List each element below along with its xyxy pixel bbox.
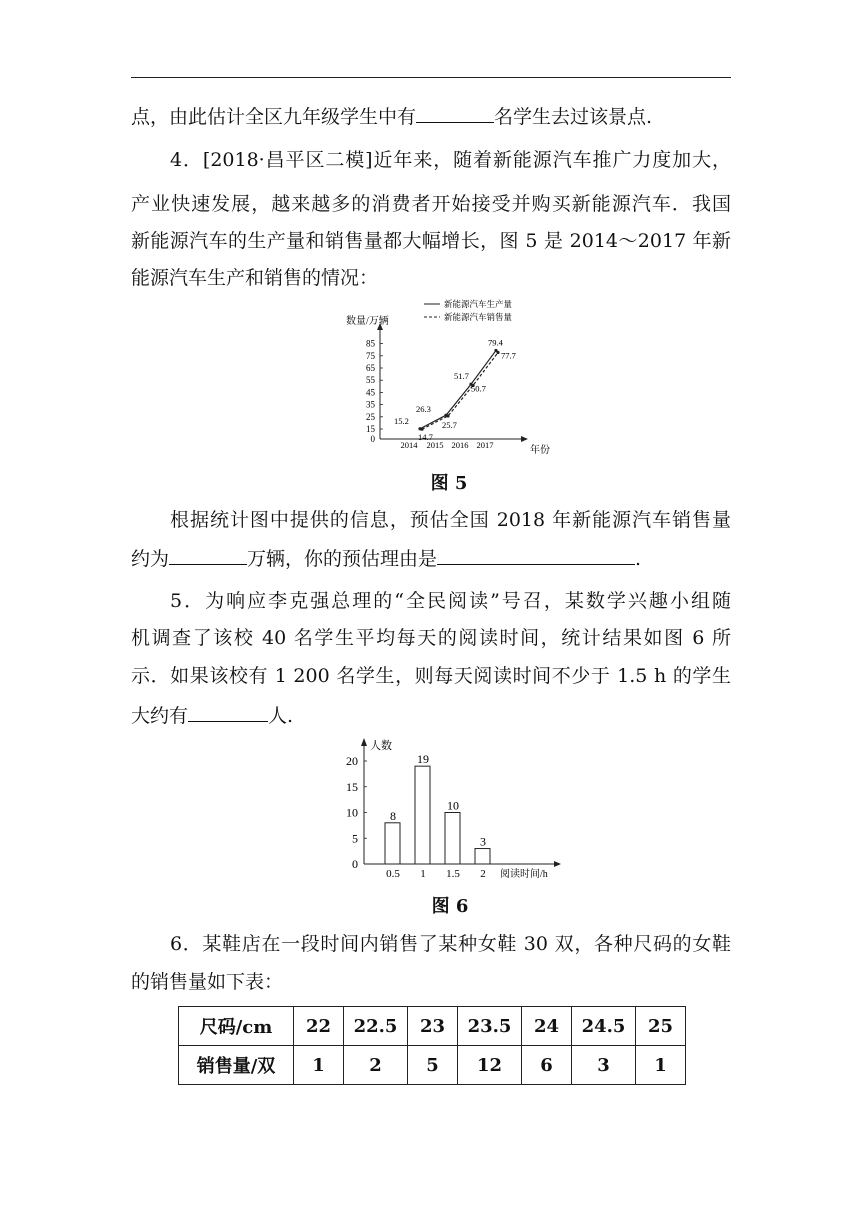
figure6-bar-chart: [328, 734, 572, 882]
y-tick-label: 15: [346, 779, 358, 794]
y-tick-label: 75: [366, 350, 375, 361]
bar-value-label: 3: [480, 834, 486, 849]
data-label-production: 51.7: [454, 371, 469, 382]
q4-question-line-1: 根据统计图中提供的信息，预估全国 2018 年新能源汽车销售量: [170, 509, 731, 531]
q3-answer-blank[interactable]: [416, 104, 494, 123]
data-label-sales: 25.7: [442, 419, 457, 430]
bar-value-label: 8: [390, 808, 396, 823]
x-axis-label: 阅读时间/h: [500, 869, 548, 880]
y-tick-label: 0: [370, 434, 375, 444]
point-sales: [420, 428, 423, 431]
x-tick-label: 2: [480, 868, 486, 880]
y-tick-label: 85: [366, 338, 375, 349]
point-sales: [446, 414, 449, 417]
table-cell: 1: [294, 1046, 344, 1085]
data-label-sales: 14.7: [418, 432, 433, 443]
table-cell: 22.5: [344, 1007, 408, 1046]
data-label-production: 79.4: [488, 337, 503, 348]
q4-reason-blank[interactable]: [437, 546, 635, 565]
table-cell: 23: [408, 1007, 458, 1046]
y-tick-label: 20: [346, 754, 358, 768]
figure5-line-chart: [330, 296, 570, 458]
table-cell: 3: [572, 1046, 636, 1085]
q5-line-4: [131, 703, 731, 728]
x-axis-arrow: [554, 861, 561, 867]
table-cell: 1: [636, 1046, 686, 1085]
table-cell: 12: [458, 1046, 522, 1085]
y-tick-label: 65: [366, 363, 375, 373]
x-axis-label: 年份: [530, 445, 550, 456]
table-cell: 22: [294, 1007, 344, 1046]
q4-question-line-2: [131, 546, 731, 571]
q4-q-text-a: 约为: [131, 548, 170, 570]
x-axis-arrow: [521, 436, 528, 442]
y-tick-label: 35: [366, 399, 375, 410]
table-row-counts: [179, 1046, 686, 1085]
y-axis-label: 人数: [370, 740, 392, 752]
table-cell: 6: [522, 1046, 572, 1085]
legend-label-sales: 新能源汽车销售量: [444, 312, 513, 322]
table-cell: 5: [408, 1046, 458, 1085]
q4-q-text-b: 万辆，你的预估理由是: [247, 548, 438, 570]
q6-line-1: 6．某鞋店在一段时间内销售了某种女鞋 30 双，各种尺码的女鞋: [170, 933, 731, 955]
table-header-count: 销售量/双: [179, 1046, 294, 1085]
point-sales: [496, 351, 499, 354]
header-rule: [131, 77, 731, 78]
bar: [385, 823, 400, 864]
bar: [475, 849, 490, 864]
figure6-caption: 图 6: [431, 896, 469, 917]
q5-line-1: 5．为响应李克强总理的“全民阅读”号召，某数学兴趣小组随: [170, 590, 731, 612]
q3-tail-line: [131, 104, 731, 129]
x-tick-label: 2017: [476, 440, 494, 450]
x-tick-label: 2016: [451, 440, 469, 450]
y-tick-label: 10: [346, 805, 358, 820]
data-label-sales: 77.7: [501, 350, 516, 361]
q5-text-b: 人.: [268, 705, 294, 727]
table-cell: 2: [344, 1046, 408, 1085]
x-tick-label: 2015: [426, 440, 444, 450]
q4-line-3: 新能源汽车的生产量和销售量都大幅增长，图 5 是 2014～2017 年新: [131, 230, 731, 252]
q5-line-3: 示．如果该校有 1 200 名学生，则每天阅读时间不少于 1.5 h 的学生: [131, 665, 731, 687]
bar: [445, 813, 460, 865]
q3-text: 点，由此估计全区九年级学生中有: [131, 106, 417, 128]
q4-sales-blank[interactable]: [169, 546, 247, 565]
figure5-caption: 图 5: [430, 473, 468, 494]
y-tick-label: 25: [366, 411, 375, 422]
table-cell: 24.5: [572, 1007, 636, 1046]
q5-line-2: 机调查了该校 40 名学生平均每天的阅读时间，统计结果如图 6 所: [131, 627, 731, 649]
y-tick-label: 5: [352, 831, 358, 846]
table-cell: 23.5: [458, 1007, 522, 1046]
x-tick-label: 1: [420, 868, 426, 880]
data-label-sales: 50.7: [471, 383, 486, 394]
q5-text-a: 大约有: [131, 705, 189, 727]
bar-value-label: 19: [417, 752, 429, 767]
x-tick-label: 1.5: [446, 868, 460, 880]
q4-line-4: 能源汽车生产和销售的情况：: [131, 267, 379, 289]
q4-line-1: 4．[2018·昌平区二模]近年来，随着新能源汽车推广力度加大，: [170, 149, 731, 171]
y-tick-label: 45: [366, 387, 375, 398]
table-cell: 25: [636, 1007, 686, 1046]
x-tick-label: 2014: [400, 440, 418, 450]
x-tick-label: 0.5: [386, 868, 400, 880]
q5-answer-blank[interactable]: [188, 703, 268, 722]
data-label-production: 15.2: [394, 415, 409, 426]
q6-line-2: 的销售量如下表：: [131, 971, 284, 993]
table-header-size: 尺码/cm: [179, 1007, 294, 1046]
y-axis-arrow: [361, 738, 367, 746]
q3-text-end: 名学生去过该景点.: [494, 106, 653, 128]
bar: [415, 766, 430, 864]
y-tick-label: 0: [352, 857, 358, 871]
y-tick-label: 55: [366, 375, 375, 386]
q4-q-text-c: .: [635, 548, 642, 570]
table-cell: 24: [522, 1007, 572, 1046]
size-sales-table: [178, 1006, 686, 1085]
y-tick-label: 15: [366, 424, 375, 434]
table-row-sizes: [179, 1007, 686, 1046]
legend-label-production: 新能源汽车生产量: [444, 299, 513, 309]
data-label-production: 26.3: [416, 404, 431, 415]
y-axis-label: 数量/万辆: [346, 316, 389, 327]
bar-value-label: 10: [447, 798, 459, 813]
q4-line-2: 产业快速发展，越来越多的消费者开始接受并购买新能源汽车．我国: [131, 193, 731, 215]
